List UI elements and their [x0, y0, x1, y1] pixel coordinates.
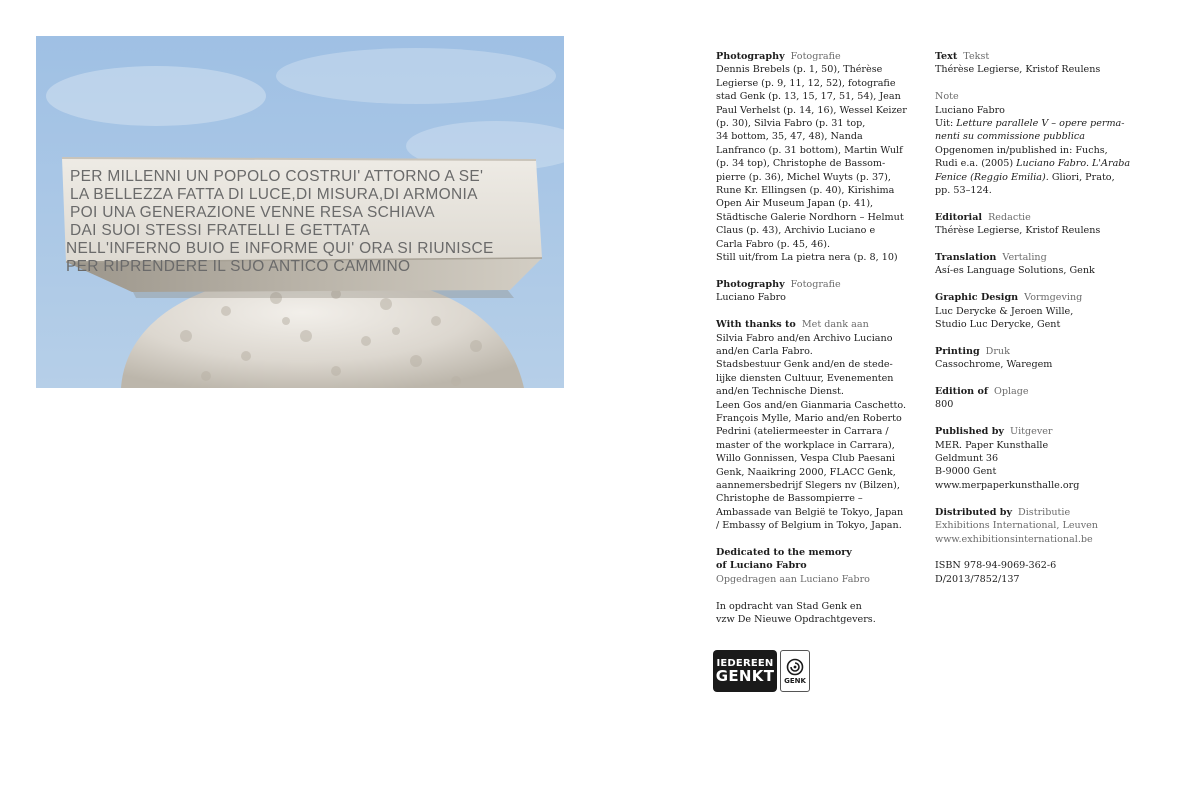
- section-heading-translation: Tekst: [963, 51, 990, 62]
- section-heading: Distributed by: [935, 506, 1013, 518]
- section-heading-translation: Druk: [985, 345, 1010, 357]
- dedication: [716, 546, 906, 586]
- credit-line: Open Air Museum Japan (p. 41),: [716, 198, 874, 210]
- credit-line: Genk, Naaikring 2000, FLACC Genk,: [716, 466, 896, 478]
- sponsor-logos: [713, 650, 810, 692]
- credit-line: stad Genk (p. 13, 15, 17, 51, 54), Jean: [716, 91, 901, 103]
- credit-line: Luciano Fabro: [935, 104, 1005, 116]
- credit-line: Thérèse Legierse, Kristof Reulens: [935, 225, 1101, 237]
- inscription-line: DAI SUOI STESSI FRATELLI E GETTATA: [70, 222, 371, 239]
- dedication-translation: Opgedragen aan Luciano Fabro: [716, 573, 870, 585]
- credit-line: Cassochrome, Waregem: [935, 359, 1053, 371]
- credit-line: lijke diensten Cultuur, Evenementen: [716, 372, 894, 384]
- credit-line: Pedrini (ateliermeester in Carrara /: [716, 426, 889, 438]
- section-heading: Photography: [716, 278, 785, 290]
- section-heading: Published by: [935, 426, 1004, 438]
- section-heading: Edition of: [935, 386, 988, 398]
- publication-title: Luciano Fabro. L'Araba: [1016, 158, 1131, 170]
- credit-line: Christophe de Bassompierre –: [716, 493, 863, 505]
- photo-illustration: [36, 36, 564, 388]
- dedication-line: Dedicated to the memory: [716, 546, 852, 558]
- credit-line: Claus (p. 43), Archivio Luciano e: [716, 225, 876, 237]
- credit-line: Still uit/from La pietra nera (p. 8, 10): [716, 252, 898, 264]
- section-heading-translation: Fotografie: [790, 278, 841, 290]
- translation-credits: [935, 251, 1135, 278]
- section-heading: Text: [935, 51, 958, 62]
- credit-line: Silvia Fabro and/en Archivo Luciano: [716, 332, 893, 344]
- graphic-design-credits: [935, 291, 1135, 331]
- publication-title: Fenice (Reggio Emilia): [935, 171, 1046, 183]
- inscription-line: PER MILLENNI UN POPOLO COSTRUI' ATTORNO A SE': [70, 168, 484, 185]
- distributor-info: [935, 506, 1135, 546]
- publisher-website: www.merpaperkunsthalle.org: [935, 479, 1080, 491]
- section-heading: Photography: [716, 51, 785, 62]
- section-heading-translation: Met dank aan: [801, 319, 869, 331]
- credit-line: Dennis Brebels (p. 1, 50), Thérèse: [716, 64, 883, 76]
- section-heading: With thanks to: [716, 319, 796, 331]
- credit-line: Studio Luc Derycke, Gent: [935, 319, 1061, 331]
- photography-fabro-credits: [716, 278, 906, 305]
- credit-line: Exhibitions International, Leuven: [935, 520, 1098, 532]
- isbn: ISBN 978-94-9069-362-6: [935, 560, 1057, 572]
- inscribed-stone-photo: [36, 36, 564, 388]
- section-heading-translation: Distributie: [1018, 506, 1071, 518]
- credits-left-column: [716, 50, 906, 640]
- credit-line: Luc Derycke & Jeroen Wille,: [935, 305, 1074, 317]
- credit-line: Geldmunt 36: [935, 453, 999, 465]
- credit-line: François Mylle, Mario and/en Roberto: [716, 412, 902, 424]
- credit-line: 800: [935, 399, 954, 411]
- credit-line: Rudi e.a. (2005): [935, 158, 1017, 170]
- iedereen-genkt-logo: [713, 650, 777, 692]
- section-heading-translation: Vormgeving: [1024, 292, 1083, 304]
- genk-emblem-icon: [786, 658, 804, 676]
- distributor-website: www.exhibitionsinternational.be: [935, 533, 1093, 545]
- commission-note: [716, 600, 906, 627]
- section-heading-translation: Vertaling: [1002, 252, 1047, 264]
- credit-line: 34 bottom, 35, 47, 48), Nanda: [716, 131, 863, 143]
- logo-text-bottom: GENKT: [715, 666, 775, 685]
- credit-line: Opgenomen in/published in: Fuchs,: [935, 144, 1108, 156]
- section-heading-translation: Oplage: [993, 386, 1029, 398]
- credit-line: master of the workplace in Carrara),: [716, 439, 895, 451]
- genk-city-logo: [780, 650, 810, 692]
- credit-line: Willo Gonnissen, Vespa Club Paesani: [716, 453, 896, 465]
- credit-line: Carla Fabro (p. 45, 46).: [716, 238, 831, 250]
- credit-line: Uit:: [935, 118, 957, 130]
- inscription-line: PER RIPRENDERE IL SUO ANTICO CAMMINO: [66, 258, 411, 275]
- credit-line: (p. 34 top), Christophe de Bassom-: [716, 158, 886, 170]
- publication-title: nenti su commissione pubblica: [935, 131, 1086, 143]
- credit-line: pierre (p. 36), Michel Wuyts (p. 37),: [716, 171, 891, 183]
- genk-logo-text: GENK: [784, 676, 806, 685]
- credit-line: aannemersbedrijf Slegers nv (Bilzen),: [716, 479, 900, 491]
- credit-line: Así-es Language Solutions, Genk: [935, 265, 1095, 277]
- note: [935, 90, 1135, 197]
- credit-line: Luciano Fabro: [716, 292, 786, 304]
- credit-line: Rune Kr. Ellingsen (p. 40), Kirishima: [716, 185, 895, 197]
- section-heading-translation: Redactie: [988, 211, 1031, 223]
- credit-line: / Embassy of Belgium in Tokyo, Japan.: [716, 520, 902, 532]
- credit-line: Ambassade van België te Tokyo, Japan: [716, 506, 904, 518]
- credit-line: pp. 53–124.: [935, 185, 992, 197]
- inscription-line: POI UNA GENERAZIONE VENNE RESA SCHIAVA: [70, 204, 435, 221]
- credit-line: Städtische Galerie Nordhorn – Helmut: [716, 211, 904, 223]
- section-heading: Note: [935, 91, 959, 103]
- credit-line: . Gliori, Prato,: [1045, 171, 1115, 183]
- credit-line: Paul Verhelst (p. 14, 16), Wessel Keizer: [716, 104, 907, 116]
- inscription-line: NELL'INFERNO BUIO E INFORME QUI' ORA SI RIUNISCE: [66, 240, 494, 257]
- section-heading: Printing: [935, 345, 980, 357]
- section-heading: Graphic Design: [935, 292, 1019, 304]
- isbn-info: [935, 559, 1135, 586]
- commission-line: vzw De Nieuwe Opdrachtgevers.: [716, 614, 876, 625]
- printing-credits: [935, 345, 1135, 372]
- credit-line: MER. Paper Kunsthalle: [935, 439, 1049, 451]
- edition-info: [935, 385, 1135, 412]
- credits-right-column: [935, 50, 1135, 600]
- photography-credits: [716, 50, 906, 265]
- publication-title: Letture parallele V – opere perma-: [956, 118, 1125, 130]
- section-heading: Translation: [935, 252, 997, 264]
- acknowledgements: [716, 318, 906, 533]
- publisher-info: [935, 425, 1135, 492]
- credit-line: and/en Carla Fabro.: [716, 345, 813, 357]
- editorial-credits: [935, 211, 1135, 238]
- commission-line: In opdracht van Stad Genk en: [716, 600, 862, 612]
- credit-line: (p. 30), Silvia Fabro (p. 31 top,: [716, 118, 866, 130]
- legal-deposit: D/2013/7852/137: [935, 573, 1020, 585]
- section-heading-translation: Uitgever: [1010, 426, 1053, 438]
- credit-line: Leen Gos and/en Gianmaria Caschetto.: [716, 399, 906, 411]
- section-heading-translation: Fotografie: [790, 51, 841, 62]
- credit-line: Thérèse Legierse, Kristof Reulens: [935, 64, 1101, 76]
- section-heading: Editorial: [935, 211, 983, 223]
- inscription-line: LA BELLEZZA FATTA DI LUCE,DI MISURA,DI ARMONIA: [70, 186, 478, 203]
- credit-line: B-9000 Gent: [935, 466, 997, 478]
- credit-line: and/en Technische Dienst.: [716, 386, 844, 398]
- dedication-line: of Luciano Fabro: [716, 560, 807, 572]
- credit-line: Stadsbestuur Genk and/en de stede-: [716, 359, 893, 371]
- text-credits: [935, 50, 1135, 77]
- credit-line: Legierse (p. 9, 11, 12, 52), fotografie: [716, 77, 896, 89]
- logo-text-top: IEDEREEN: [716, 657, 774, 669]
- credit-line: Lanfranco (p. 31 bottom), Martin Wulf: [716, 144, 903, 156]
